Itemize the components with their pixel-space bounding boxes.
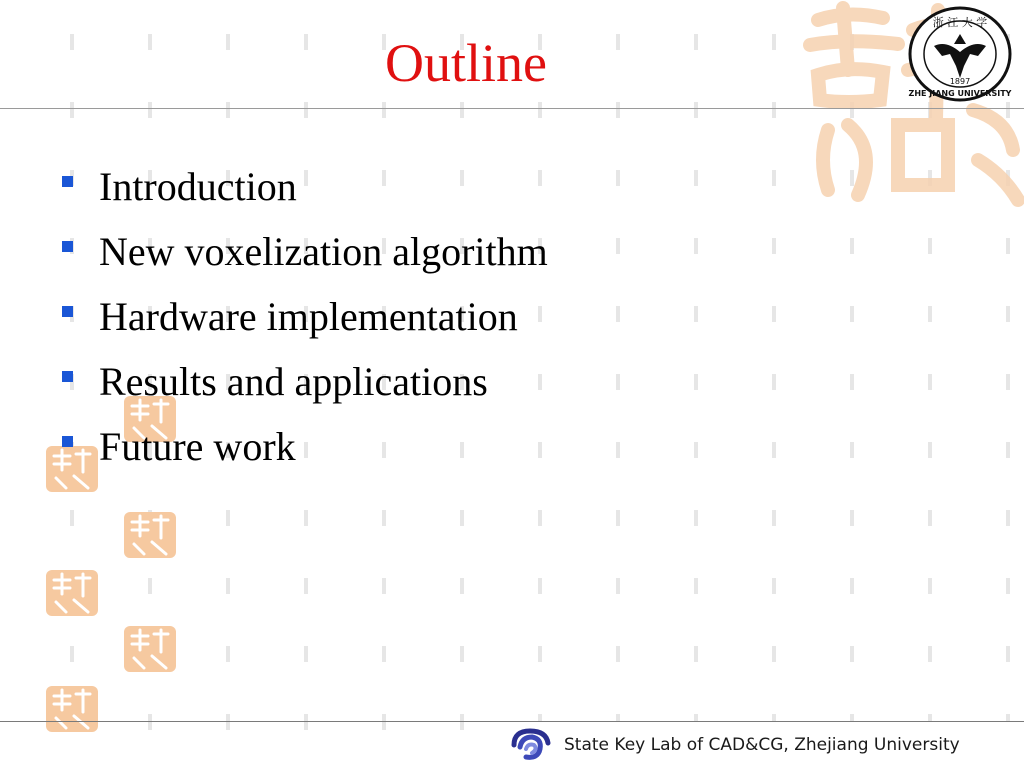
bullet-icon	[62, 306, 73, 317]
bullet-icon	[62, 241, 73, 252]
calligraphy-stamp-icon	[122, 624, 178, 674]
footer	[502, 722, 1024, 768]
swirl-logo-icon	[508, 727, 554, 763]
bullet-text: Results and applications	[99, 359, 488, 404]
list-item	[62, 349, 548, 414]
bullet-text: Hardware implementation	[99, 294, 518, 339]
bullet-icon	[62, 371, 73, 382]
svg-text:ZHE JIANG UNIVERSITY: ZHE JIANG UNIVERSITY	[908, 89, 1012, 98]
calligraphy-stamp-icon	[122, 510, 178, 560]
bullet-icon	[62, 436, 73, 447]
list-item	[62, 219, 548, 284]
svg-text:浙 江 大 学: 浙 江 大 学	[932, 16, 988, 29]
footer-text: State Key Lab of CAD&CG, Zhejiang University	[564, 735, 960, 755]
list-item	[62, 414, 548, 479]
bullet-icon	[62, 176, 73, 187]
slide-title: Outline	[385, 33, 547, 93]
calligraphy-stamp-icon	[44, 568, 100, 618]
calligraphy-stamp-icon	[44, 684, 100, 734]
list-item	[62, 154, 548, 219]
svg-text:1897: 1897	[949, 77, 971, 86]
bullet-text: Introduction	[99, 164, 297, 209]
bullet-text: New voxelization algorithm	[99, 229, 548, 274]
outline-list	[62, 154, 548, 479]
list-item	[62, 284, 548, 349]
bullet-text: Future work	[99, 424, 296, 469]
title-divider	[0, 108, 1024, 109]
